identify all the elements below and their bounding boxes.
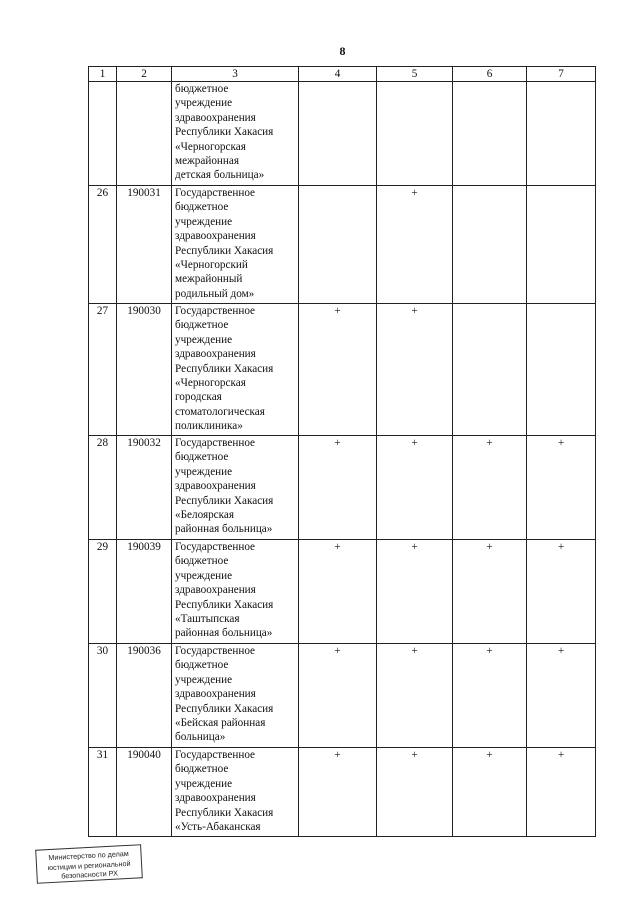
institution-name: Государственное бюджетное учреждение здравоохранения Республики Хакасия «Черногорский межрайонный родильный дом»	[172, 186, 299, 304]
row-number: 31	[89, 748, 117, 837]
mark-col-4: +	[299, 644, 377, 748]
column-header-4: 4	[299, 67, 377, 82]
table-row	[89, 186, 596, 304]
mark-col-7: +	[527, 436, 596, 540]
institution-name: бюджетное учреждение здравоохранения Республики Хакасия «Черногорская межрайонная детская больница»	[172, 82, 299, 186]
stamp-line: безопасности РХ	[60, 868, 119, 881]
mark-col-4: +	[299, 540, 377, 644]
mark-col-5: +	[377, 186, 453, 304]
institution-code: 190030	[117, 304, 172, 436]
table-row	[89, 748, 596, 837]
mark-col-7: +	[527, 748, 596, 837]
institution-name: Государственное бюджетное учреждение здравоохранения Республики Хакасия «Черногорская городская стоматологическая поликлиника»	[172, 304, 299, 436]
stamp-line: юстиции и региональной	[47, 858, 131, 872]
institution-code: 190040	[117, 748, 172, 837]
institution-code	[117, 82, 172, 186]
column-header-6: 6	[453, 67, 527, 82]
institution-name: Государственное бюджетное учреждение здравоохранения Республики Хакасия «Таштыпская районная больница»	[172, 540, 299, 644]
mark-col-6	[453, 186, 527, 304]
row-number: 26	[89, 186, 117, 304]
institution-code: 190032	[117, 436, 172, 540]
table-row	[89, 436, 596, 540]
mark-col-5: +	[377, 436, 453, 540]
ministry-stamp	[35, 844, 143, 884]
mark-col-7: +	[527, 644, 596, 748]
column-header-1: 1	[89, 67, 117, 82]
mark-col-6: +	[453, 748, 527, 837]
page-number: 8	[339, 44, 346, 58]
mark-col-7: +	[527, 540, 596, 644]
institution-code: 190031	[117, 186, 172, 304]
row-number: 30	[89, 644, 117, 748]
mark-col-6	[453, 304, 527, 436]
row-number: 27	[89, 304, 117, 436]
registry-table	[88, 66, 596, 837]
mark-col-6	[453, 82, 527, 186]
column-header-7: 7	[527, 67, 596, 82]
institution-name: Государственное бюджетное учреждение здравоохранения Республики Хакасия «Белоярская районная больница»	[172, 436, 299, 540]
column-header-5: 5	[377, 67, 453, 82]
mark-col-5: +	[377, 304, 453, 436]
institution-code: 190039	[117, 540, 172, 644]
column-header-3: 3	[172, 67, 299, 82]
row-number: 28	[89, 436, 117, 540]
mark-col-6: +	[453, 644, 527, 748]
mark-col-5: +	[377, 540, 453, 644]
mark-col-4	[299, 82, 377, 186]
table-row	[89, 304, 596, 436]
mark-col-6: +	[453, 436, 527, 540]
institution-code: 190036	[117, 644, 172, 748]
stamp-line: Министерство по делам	[48, 848, 129, 863]
institution-name: Государственное бюджетное учреждение здравоохранения Республики Хакасия «Бейская районная больница»	[172, 644, 299, 748]
row-number: 29	[89, 540, 117, 644]
table-row	[89, 82, 596, 186]
mark-col-4: +	[299, 436, 377, 540]
mark-col-7	[527, 304, 596, 436]
mark-col-5	[377, 82, 453, 186]
mark-col-6: +	[453, 540, 527, 644]
table-row	[89, 644, 596, 748]
mark-col-7	[527, 186, 596, 304]
institution-name: Государственное бюджетное учреждение здравоохранения Республики Хакасия «Усть-Абаканская	[172, 748, 299, 837]
table-row	[89, 540, 596, 644]
mark-col-4: +	[299, 304, 377, 436]
mark-col-5: +	[377, 644, 453, 748]
mark-col-4: +	[299, 748, 377, 837]
column-header-2: 2	[117, 67, 172, 82]
mark-col-5: +	[377, 748, 453, 837]
mark-col-7	[527, 82, 596, 186]
row-number	[89, 82, 117, 186]
mark-col-4	[299, 186, 377, 304]
table-header-row	[89, 67, 596, 82]
